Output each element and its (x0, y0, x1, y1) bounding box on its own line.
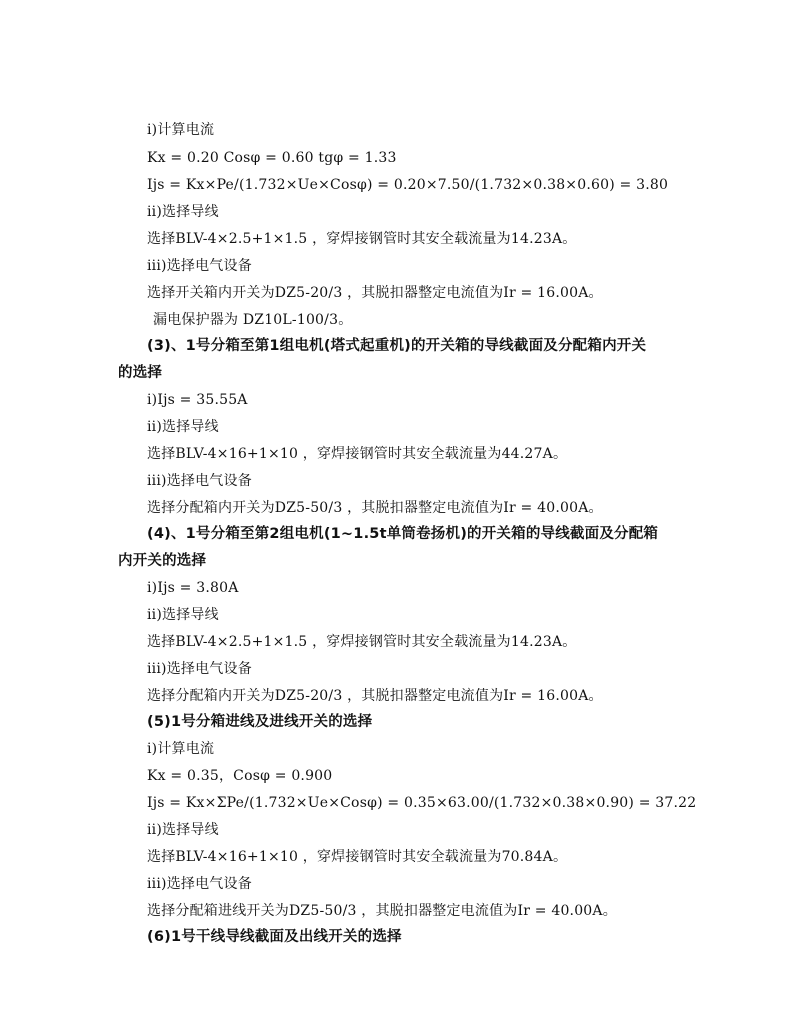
section-heading: (6)1号干线导线截面及出线开关的选择 (147, 929, 402, 945)
text-line: ii)选择导线 (147, 607, 219, 623)
text-line: Kx = 0.35，Cosφ = 0.900 (147, 768, 333, 784)
text-line: iii)选择电气设备 (147, 876, 252, 892)
text-line: ii)选择导线 (147, 204, 219, 220)
text-line: 选择BLV-4×2.5+1×1.5 ，穿焊接钢管时其安全载流量为14.23A。 (147, 231, 577, 247)
text-line: ii)选择导线 (147, 822, 219, 838)
text-line: iii)选择电气设备 (147, 473, 252, 489)
section-heading: (4)、1号分箱至第2组电机(1~1.5t单筒卷扬机)的开关箱的导线截面及分配箱 (147, 526, 659, 542)
section-heading: (3)、1号分箱至第1组电机(塔式起重机)的开关箱的导线截面及分配箱内开关 (147, 338, 647, 354)
text-line: ii)选择导线 (147, 419, 219, 435)
text-line: Kx = 0.20 Cosφ = 0.60 tgφ = 1.33 (147, 150, 397, 166)
text-line: 选择开关箱内开关为DZ5-20/3 ，其脱扣器整定电流值为Ir = 16.00A。 (147, 285, 603, 301)
section-heading: (5)1号分箱进线及进线开关的选择 (147, 714, 373, 730)
text-line: i)计算电流 (147, 122, 215, 138)
text-line: 选择BLV-4×2.5+1×1.5 ，穿焊接钢管时其安全载流量为14.23A。 (147, 634, 577, 650)
text-line: 选择BLV-4×16+1×10 ，穿焊接钢管时其安全载流量为44.27A。 (147, 446, 568, 462)
text-line: 选择分配箱内开关为DZ5-50/3 ，其脱扣器整定电流值为Ir = 40.00A。 (147, 500, 603, 516)
text-line: i)Ijs = 35.55A (147, 392, 248, 408)
text-line: iii)选择电气设备 (147, 258, 252, 274)
section-heading-continued: 内开关的选择 (118, 553, 207, 569)
text-line: 漏电保护器为 DZ10L-100/3。 (153, 312, 353, 328)
text-line: Ijs = Kx×Pe/(1.732×Ue×Cosφ) = 0.20×7.50/(1.732×0.38×0.60) = 3.80 (147, 177, 669, 193)
text-line: Ijs = Kx×ΣPe/(1.732×Ue×Cosφ) = 0.35×63.00/(1.732×0.38×0.90) = 37.22 (147, 795, 697, 811)
text-line: iii)选择电气设备 (147, 661, 252, 677)
text-line: 选择分配箱内开关为DZ5-20/3 ，其脱扣器整定电流值为Ir = 16.00A。 (147, 688, 603, 704)
text-line: i)Ijs = 3.80A (147, 580, 239, 596)
text-line: 选择BLV-4×16+1×10 ，穿焊接钢管时其安全载流量为70.84A。 (147, 849, 568, 865)
text-line: 选择分配箱进线开关为DZ5-50/3 ，其脱扣器整定电流值为Ir = 40.00A。 (147, 903, 617, 919)
section-heading-continued: 的选择 (118, 365, 163, 381)
text-line: i)计算电流 (147, 741, 215, 757)
